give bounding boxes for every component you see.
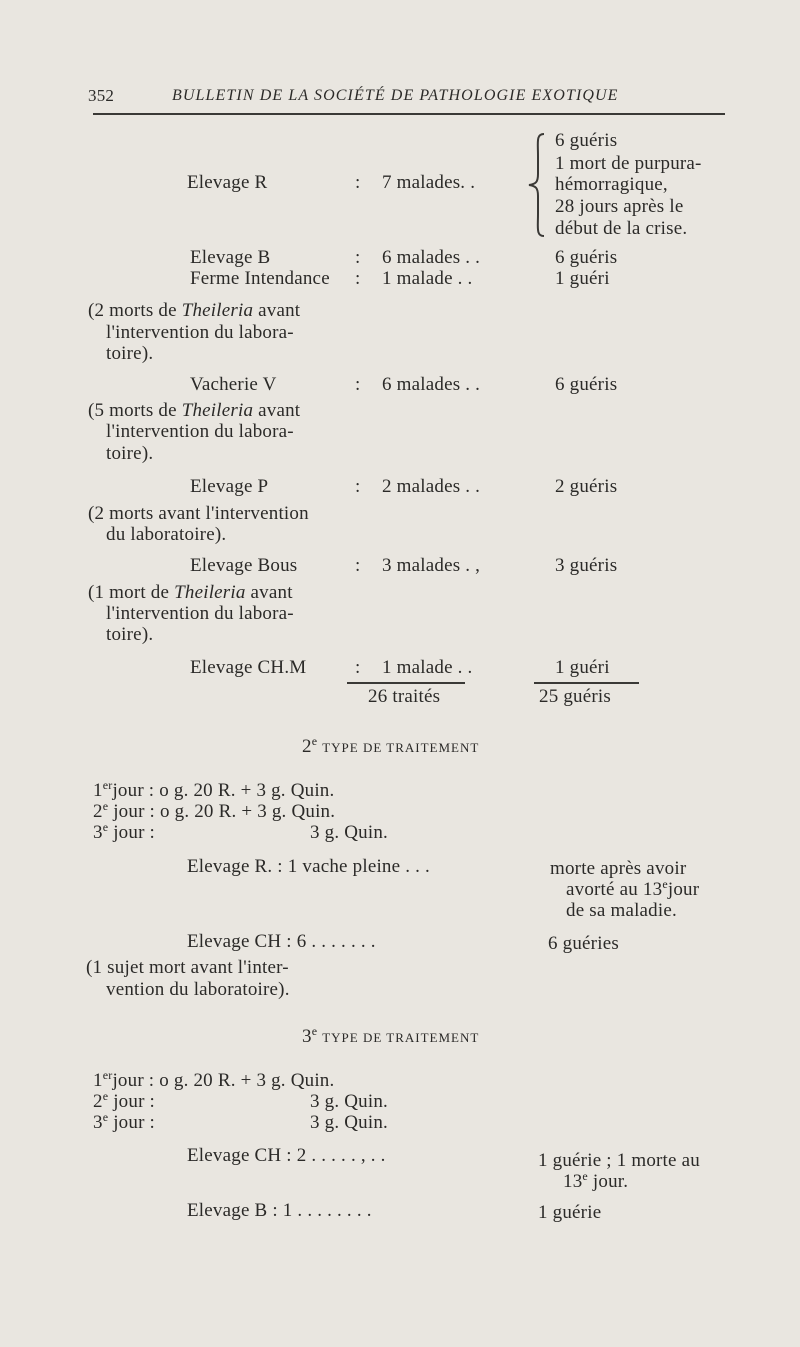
section-3-day-1: 1erjour : o g. 20 R. + 3 g. Quin. <box>93 1068 335 1091</box>
elevage-p-colon: : <box>355 476 361 497</box>
journal-title: BULLETIN DE LA SOCIÉTÉ DE PATHOLOGIE EXOTIQUE <box>172 87 619 104</box>
section-2-elevage-r-result-3: de sa maladie. <box>566 900 677 921</box>
page-number: 352 <box>88 86 115 105</box>
elevage-chm-count: 1 malade . . <box>382 657 473 678</box>
vacherie-v-count: 6 malades . . <box>382 374 481 395</box>
ferme-intendance-count: 1 malade . . <box>382 268 473 289</box>
elevage-p-result: 2 guéris <box>555 476 618 497</box>
elevage-b-count: 6 malades . . <box>382 247 481 268</box>
note-1-line-3: toire). <box>106 343 154 364</box>
section-2-elevage-ch-result: 6 guéries <box>548 933 619 954</box>
elevage-b-label: Elevage B <box>190 247 271 268</box>
section-3-elevage-ch: Elevage CH : 2 . . . . . , . . <box>187 1145 386 1166</box>
elevage-p-label: Elevage P <box>190 476 269 497</box>
ferme-intendance-result: 1 guéri <box>555 268 610 289</box>
total-treated: 26 traités <box>368 686 441 707</box>
note-4-line-3: toire). <box>106 624 154 645</box>
section-3-elevage-ch-result-2: 13e jour. <box>563 1169 629 1192</box>
elevage-bous-label: Elevage Bous <box>190 555 298 576</box>
elevage-chm-result: 1 guéri <box>555 657 610 678</box>
section-3-day-3-dose: 3 g. Quin. <box>310 1112 388 1133</box>
vacherie-v-result: 6 guéris <box>555 374 618 395</box>
vacherie-v-colon: : <box>355 374 361 395</box>
elevage-chm-colon: : <box>355 657 361 678</box>
elevage-r-label: Elevage R <box>187 172 268 193</box>
note-4-line-1: (1 mort de Theileria avant <box>88 582 293 603</box>
note-1-line-2: l'intervention du labora- <box>106 322 294 343</box>
section-3-heading: 3e TYPE DE TRAITEMENT <box>302 1024 480 1047</box>
note-4-line-2: l'intervention du labora- <box>106 603 294 624</box>
ferme-intendance-label: Ferme Intendance <box>190 268 330 289</box>
elevage-b-result: 6 guéris <box>555 247 618 268</box>
section-2-day-3: 3e jour : <box>93 820 156 843</box>
section-3-day-2-dose: 3 g. Quin. <box>310 1091 388 1112</box>
section-2-note-line-2: vention du laboratoire). <box>106 979 290 1000</box>
curly-brace-icon <box>524 132 548 238</box>
section-2-day-1: 1erjour : o g. 20 R. + 3 g. Quin. <box>93 778 335 801</box>
section-2-day-3-dose: 3 g. Quin. <box>310 822 388 843</box>
section-2-elevage-r-result-1: morte après avoir <box>550 858 687 879</box>
section-3-elevage-b-result: 1 guérie <box>538 1202 602 1223</box>
note-2-line-2: l'intervention du labora- <box>106 421 294 442</box>
totals-rule-right <box>534 682 639 684</box>
total-cured: 25 guéris <box>539 686 611 707</box>
vacherie-v-label: Vacherie V <box>190 374 277 395</box>
note-3-line-2: du laboratoire). <box>106 524 227 545</box>
section-2-elevage-ch: Elevage CH : 6 . . . . . . . <box>187 931 376 952</box>
note-2-line-3: toire). <box>106 443 154 464</box>
elevage-r-result-5: début de la crise. <box>555 218 688 239</box>
header-rule <box>93 113 725 115</box>
elevage-r-result-2: 1 mort de purpura- <box>555 153 702 174</box>
section-3-day-3: 3e jour : <box>93 1110 156 1133</box>
section-2-note-line-1: (1 sujet mort avant l'inter- <box>86 957 289 978</box>
section-2-elevage-r: Elevage R. : 1 vache pleine . . . <box>187 856 430 877</box>
note-2-line-1: (5 morts de Theileria avant <box>88 400 301 421</box>
elevage-b-colon: : <box>355 247 361 268</box>
note-3-line-1: (2 morts avant l'intervention <box>88 503 309 524</box>
elevage-r-count: 7 malades. . <box>382 172 476 193</box>
section-3-elevage-b: Elevage B : 1 . . . . . . . . <box>187 1200 372 1221</box>
elevage-r-result-4: 28 jours après le <box>555 196 684 217</box>
section-3-day-2: 2e jour : <box>93 1089 156 1112</box>
elevage-bous-result: 3 guéris <box>555 555 618 576</box>
elevage-r-result-3: hémorragique, <box>555 174 668 195</box>
elevage-bous-colon: : <box>355 555 361 576</box>
section-2-heading: 2e TYPE DE TRAITEMENT <box>302 734 480 757</box>
section-2-day-2: 2e jour : o g. 20 R. + 3 g. Quin. <box>93 799 336 822</box>
elevage-p-count: 2 malades . . <box>382 476 481 497</box>
note-1-line-1: (2 morts de Theileria avant <box>88 300 301 321</box>
ferme-intendance-colon: : <box>355 268 361 289</box>
elevage-r-colon: : <box>355 172 361 193</box>
section-3-elevage-ch-result-1: 1 guérie ; 1 morte au <box>538 1150 700 1171</box>
section-2-elevage-r-result-2: avorté au 13ejour <box>566 877 700 900</box>
elevage-r-result-1: 6 guéris <box>555 130 618 151</box>
elevage-bous-count: 3 malades . , <box>382 555 481 576</box>
elevage-chm-label: Elevage CH.M <box>190 657 307 678</box>
totals-rule-left <box>347 682 465 684</box>
